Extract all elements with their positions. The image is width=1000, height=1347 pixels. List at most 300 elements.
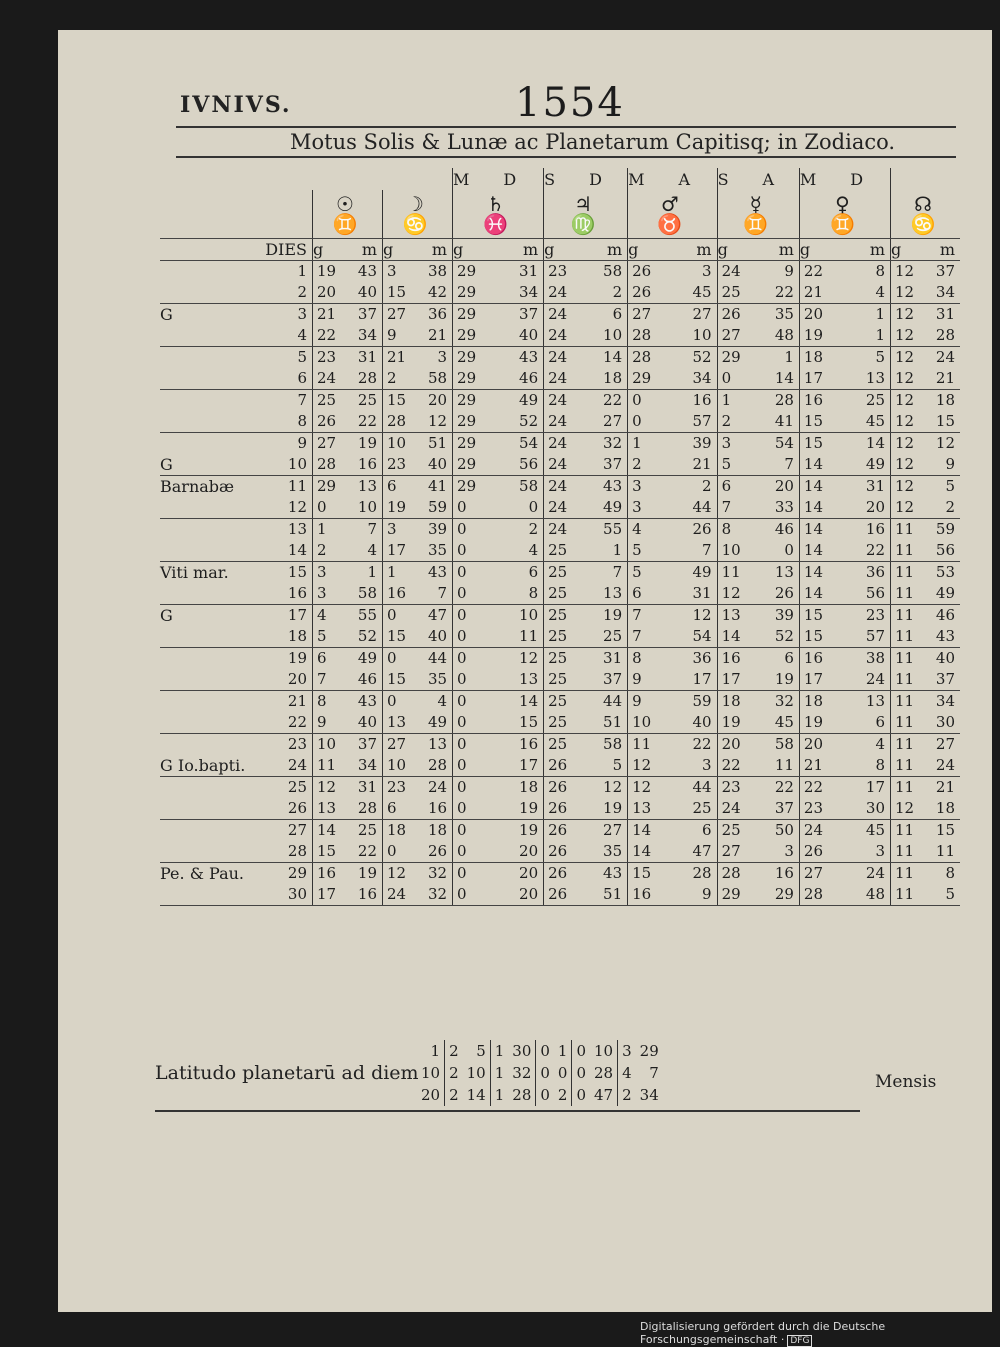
feast-label [160, 669, 285, 691]
value-cell: 32 [427, 864, 448, 882]
value-cell: 3 [383, 519, 421, 541]
blank-cell [285, 190, 313, 239]
group-row [160, 168, 960, 190]
value-cell: 20 [774, 477, 794, 495]
value-cell: 15 [383, 626, 421, 648]
unit-cell: g [383, 239, 421, 261]
value-cell: 47 [676, 841, 717, 863]
value-cell: 25 [544, 648, 589, 670]
zodiac-sign-icon: ♊ [332, 212, 358, 236]
value-cell: 15 [502, 712, 544, 734]
value-cell: 13 [774, 563, 794, 581]
latitude-row [417, 1062, 663, 1084]
value-cell: 9 [628, 691, 676, 713]
latitude-cell: 2 [618, 1084, 636, 1106]
title-bottom-rule [176, 156, 956, 158]
value-cell: 25 [357, 391, 378, 409]
value-cell: 49 [357, 649, 378, 667]
table-row [160, 648, 960, 670]
value-cell: 29 [453, 282, 502, 304]
value-cell: 16 [692, 391, 712, 409]
day-number: 8 [285, 411, 313, 433]
feast-label [160, 497, 285, 519]
feast-label [160, 583, 285, 605]
latitude-cell: 34 [639, 1086, 659, 1104]
value-cell: 0 [502, 497, 544, 519]
day-number: 30 [285, 884, 313, 906]
unit-cell: m [928, 239, 960, 261]
value-cell: 16 [799, 648, 848, 670]
value-cell: 12 [692, 606, 712, 624]
value-cell: 22 [848, 540, 890, 562]
latitude-cell: 1 [490, 1084, 508, 1106]
blank-cell [285, 168, 313, 190]
latitude-table [417, 1040, 663, 1106]
value-cell: 21 [313, 304, 351, 326]
value-cell: 2 [628, 454, 676, 476]
group-letter: M [453, 169, 470, 189]
day-number: 25 [287, 778, 307, 796]
value-cell: 11 [891, 519, 929, 541]
latitude-cell: 5 [476, 1042, 486, 1060]
value-cell: 39 [774, 606, 794, 624]
value-cell: 1 [717, 390, 761, 412]
value-cell: 11 [891, 669, 929, 691]
value-cell: 44 [676, 497, 717, 519]
value-cell: 17 [865, 778, 886, 796]
feast-label [160, 282, 285, 304]
feast-label: G [160, 606, 173, 625]
value-cell: 20 [799, 734, 848, 756]
feast-label: Viti mar. [160, 563, 229, 582]
value-cell: 12 [891, 390, 929, 412]
value-cell: 31 [603, 649, 623, 667]
value-cell: 26 [761, 583, 799, 605]
value-cell: 14 [799, 454, 848, 476]
value-cell: 17 [717, 669, 761, 691]
value-cell: 24 [544, 454, 589, 476]
planet-symbol [383, 190, 453, 239]
value-cell: 49 [692, 563, 712, 581]
value-cell: 24 [544, 476, 589, 498]
value-cell: 7 [628, 626, 676, 648]
latitude-cell: 28 [512, 1086, 532, 1104]
value-cell: 4 [437, 692, 448, 710]
latitude-cell: 2 [557, 1086, 568, 1104]
table-row [160, 777, 960, 799]
value-cell: 3 [437, 348, 448, 366]
feast-label [160, 433, 285, 455]
value-cell: 0 [453, 669, 502, 691]
value-cell: 36 [865, 563, 886, 581]
value-cell: 2 [928, 497, 960, 519]
value-cell: 45 [761, 712, 799, 734]
value-cell: 11 [891, 583, 929, 605]
value-cell: 11 [891, 605, 929, 627]
value-cell: 7 [676, 540, 717, 562]
day-number: 15 [287, 563, 307, 581]
value-cell: 27 [383, 734, 421, 756]
value-cell: 35 [420, 669, 452, 691]
value-cell: 21 [420, 325, 452, 347]
latitude-cell: 1 [490, 1062, 508, 1084]
latitude-cell: 1 [557, 1042, 568, 1060]
value-cell: 1 [628, 433, 676, 455]
value-cell: 16 [420, 798, 452, 820]
value-cell: 25 [544, 583, 589, 605]
unit-cell: g [891, 239, 929, 261]
planet-symbol [544, 190, 628, 239]
value-cell: 29 [717, 884, 761, 906]
zodiac-sign-icon: ♊ [743, 212, 769, 236]
value-cell: 12 [519, 649, 539, 667]
value-cell: 29 [313, 476, 351, 498]
value-cell: 20 [848, 497, 890, 519]
value-cell: 0 [313, 497, 351, 519]
feast-label: G Io.bapti. [160, 755, 285, 777]
blank-cell [313, 168, 383, 190]
value-cell: 25 [544, 626, 589, 648]
value-cell: 14 [519, 692, 539, 710]
value-cell: 40 [420, 454, 452, 476]
value-cell: 58 [350, 583, 382, 605]
blank-cell [891, 168, 960, 190]
latitude-label: Latitudo planetarū ad diem [155, 1062, 419, 1084]
value-cell: 20 [427, 391, 448, 409]
value-cell: 37 [357, 305, 378, 323]
value-cell: 27 [603, 821, 623, 839]
value-cell: 26 [692, 520, 712, 538]
value-cell: 3 [628, 497, 676, 519]
value-cell: 44 [427, 649, 448, 667]
value-cell: 5 [875, 348, 886, 366]
group-letters [544, 168, 628, 190]
value-cell: 0 [453, 648, 502, 670]
value-cell: 16 [383, 583, 421, 605]
value-cell: 11 [891, 820, 929, 842]
group-letters [717, 168, 799, 190]
latitude-row [417, 1040, 663, 1062]
day-number: 29 [287, 864, 307, 882]
value-cell: 7 [628, 605, 676, 627]
latitude-cell: 29 [639, 1042, 659, 1060]
value-cell: 10 [383, 755, 421, 777]
latitude-cell: 10 [421, 1064, 441, 1082]
value-cell: 43 [357, 692, 378, 710]
value-cell: 3 [761, 841, 799, 863]
value-cell: 14 [799, 562, 848, 584]
value-cell: 11 [891, 777, 929, 799]
value-cell: 34 [350, 755, 382, 777]
value-cell: 0 [628, 390, 676, 412]
value-cell: 30 [928, 712, 960, 734]
value-cell: 26 [544, 820, 589, 842]
value-cell: 21 [676, 454, 717, 476]
value-cell: 12 [891, 304, 929, 326]
value-cell: 24 [544, 433, 589, 455]
value-cell: 11 [313, 755, 351, 777]
unit-cell: m [350, 239, 382, 261]
value-cell: 4 [502, 540, 544, 562]
value-cell: 12 [383, 863, 421, 885]
day-number: 1 [297, 262, 307, 280]
value-cell: 3 [383, 261, 421, 283]
unit-cell: g [717, 239, 761, 261]
value-cell: 6 [628, 583, 676, 605]
latitude-cell: 47 [594, 1086, 614, 1104]
value-cell: 35 [420, 540, 452, 562]
value-cell: 0 [453, 798, 502, 820]
planet-symbol [453, 190, 544, 239]
value-cell: 25 [544, 712, 589, 734]
value-cell: 18 [799, 691, 848, 713]
value-cell: 24 [544, 282, 589, 304]
day-number: 26 [285, 798, 313, 820]
value-cell: 1 [848, 325, 890, 347]
value-cell: 0 [383, 841, 421, 863]
value-cell: 43 [357, 262, 378, 280]
value-cell: 20 [502, 841, 544, 863]
value-cell: 28 [717, 863, 761, 885]
value-cell: 15 [383, 282, 421, 304]
value-cell: 40 [420, 626, 452, 648]
value-cell: 7 [313, 669, 351, 691]
value-cell: 0 [453, 755, 502, 777]
value-cell: 16 [313, 863, 351, 885]
latitude-row [417, 1084, 663, 1106]
value-cell: 11 [628, 734, 676, 756]
value-cell: 22 [799, 261, 848, 283]
value-cell: 12 [628, 777, 676, 799]
day-number: 7 [297, 391, 307, 409]
value-cell: 15 [799, 626, 848, 648]
value-cell: 21 [928, 368, 960, 390]
value-cell: 49 [589, 497, 628, 519]
value-cell: 19 [799, 712, 848, 734]
value-cell: 36 [427, 305, 448, 323]
value-cell: 28 [420, 755, 452, 777]
table-row [160, 734, 960, 756]
feast-label: G [160, 305, 173, 324]
table-row [160, 691, 960, 713]
value-cell: 0 [383, 648, 421, 670]
ephemeris-table [160, 168, 960, 906]
value-cell: 16 [799, 390, 848, 412]
value-cell: 46 [502, 368, 544, 390]
value-cell: 16 [350, 454, 382, 476]
value-cell: 5 [928, 884, 960, 906]
table-row [160, 626, 960, 648]
zodiac-sign-icon: ♊ [830, 212, 855, 236]
value-cell: 37 [935, 262, 955, 280]
group-letters [628, 168, 717, 190]
value-cell: 22 [350, 841, 382, 863]
latitude-cell: 10 [466, 1064, 486, 1082]
value-cell: 5 [589, 755, 628, 777]
latitude-cell: 0 [557, 1064, 568, 1082]
planet-glyph-icon: ☿ [749, 192, 762, 216]
value-cell: 29 [453, 368, 502, 390]
value-cell: 27 [628, 304, 676, 326]
value-cell: 22 [761, 282, 799, 304]
group-letter: S [544, 169, 556, 189]
value-cell: 8 [628, 648, 676, 670]
value-cell: 23 [799, 798, 848, 820]
value-cell: 29 [453, 390, 502, 412]
value-cell: 6 [717, 476, 761, 498]
value-cell: 29 [453, 325, 502, 347]
latitude-cell: 3 [618, 1040, 636, 1062]
day-number: 12 [285, 497, 313, 519]
value-cell: 24 [544, 519, 589, 541]
table-row [160, 755, 960, 777]
value-cell: 16 [519, 735, 539, 753]
value-cell: 34 [935, 692, 955, 710]
feast-label [160, 648, 285, 670]
value-cell: 25 [676, 798, 717, 820]
value-cell: 6 [313, 648, 351, 670]
feast-label [160, 411, 285, 433]
value-cell: 18 [427, 821, 448, 839]
value-cell: 14 [717, 626, 761, 648]
value-cell: 19 [589, 798, 628, 820]
value-cell: 13 [357, 477, 378, 495]
value-cell: 43 [519, 348, 539, 366]
table-row [160, 519, 960, 541]
table-row [160, 347, 960, 369]
value-cell: 13 [589, 583, 628, 605]
value-cell: 10 [350, 497, 382, 519]
value-cell: 35 [774, 305, 794, 323]
value-cell: 23 [383, 454, 421, 476]
value-cell: 59 [692, 692, 712, 710]
value-cell: 23 [383, 777, 421, 799]
value-cell: 9 [383, 325, 421, 347]
day-number: 28 [285, 841, 313, 863]
symbol-row [160, 190, 960, 239]
value-cell: 25 [589, 626, 628, 648]
latitude-cell: 30 [512, 1042, 532, 1060]
day-number: 4 [285, 325, 313, 347]
table-row [160, 368, 960, 390]
group-letters [799, 168, 890, 190]
value-cell: 22 [799, 777, 848, 799]
value-cell: 18 [383, 820, 421, 842]
feast-label [160, 798, 285, 820]
value-cell: 20 [717, 734, 761, 756]
value-cell: 28 [350, 368, 382, 390]
value-cell: 12 [891, 497, 929, 519]
unit-cell: g [313, 239, 351, 261]
value-cell: 40 [502, 325, 544, 347]
value-cell: 0 [453, 497, 502, 519]
value-cell: 19 [383, 497, 421, 519]
value-cell: 34 [928, 282, 960, 304]
value-cell: 9 [784, 262, 794, 280]
day-number: 14 [285, 540, 313, 562]
value-cell: 0 [628, 411, 676, 433]
value-cell: 51 [427, 434, 448, 452]
value-cell: 31 [935, 305, 955, 323]
value-cell: 48 [848, 884, 890, 906]
value-cell: 8 [717, 519, 761, 541]
value-cell: 21 [383, 347, 421, 369]
month-heading: IVNIVS. [180, 92, 292, 118]
planet-symbol [313, 190, 383, 239]
value-cell: 51 [589, 712, 628, 734]
feast-label [160, 777, 285, 799]
value-cell: 50 [774, 821, 794, 839]
day-number: 10 [285, 454, 313, 476]
feast-label [160, 884, 285, 906]
value-cell: 43 [603, 477, 623, 495]
value-cell: 31 [865, 477, 886, 495]
value-cell: 22 [717, 755, 761, 777]
planet-symbol [891, 190, 960, 239]
feast-label [160, 820, 285, 842]
value-cell: 16 [717, 648, 761, 670]
day-number: 23 [287, 735, 307, 753]
zodiac-sign-icon: ♉ [657, 212, 683, 236]
dfg-logo: DFG [787, 1335, 812, 1347]
value-cell: 0 [453, 562, 502, 584]
value-cell: 6 [702, 821, 712, 839]
value-cell: 13 [313, 798, 351, 820]
value-cell: 0 [453, 519, 502, 541]
latitude-cell: 0 [536, 1062, 554, 1084]
value-cell: 31 [519, 262, 539, 280]
latitude-cell: 0 [572, 1062, 590, 1084]
value-cell: 24 [544, 325, 589, 347]
value-cell: 2 [383, 368, 421, 390]
value-cell: 27 [313, 433, 351, 455]
value-cell: 0 [453, 884, 502, 906]
value-cell: 24 [544, 368, 589, 390]
planet-glyph-icon: ♀ [835, 192, 850, 216]
value-cell: 7 [420, 583, 452, 605]
value-cell: 25 [357, 821, 378, 839]
table-row [160, 282, 960, 304]
feast-label [160, 540, 285, 562]
value-cell: 39 [692, 434, 712, 452]
value-cell: 10 [383, 433, 421, 455]
value-cell: 30 [848, 798, 890, 820]
value-cell: 12 [891, 282, 929, 304]
value-cell: 24 [544, 411, 589, 433]
value-cell: 25 [544, 562, 589, 584]
group-letter: S [717, 169, 729, 189]
value-cell: 11 [891, 648, 929, 670]
value-cell: 49 [519, 391, 539, 409]
value-cell: 31 [357, 348, 378, 366]
latitude-cell: 4 [618, 1062, 636, 1084]
value-cell: 56 [928, 540, 960, 562]
table-row [160, 261, 960, 283]
value-cell: 59 [935, 520, 955, 538]
value-cell: 26 [628, 282, 676, 304]
unit-cell: m [848, 239, 890, 261]
value-cell: 20 [502, 884, 544, 906]
value-cell: 6 [528, 563, 539, 581]
value-cell: 28 [313, 454, 351, 476]
feast-label [160, 734, 285, 756]
unit-cell: g [544, 239, 589, 261]
value-cell: 37 [928, 669, 960, 691]
planet-glyph-icon: ♂ [660, 192, 679, 216]
value-cell: 29 [717, 347, 761, 369]
unit-cell: m [589, 239, 628, 261]
value-cell: 14 [799, 519, 848, 541]
